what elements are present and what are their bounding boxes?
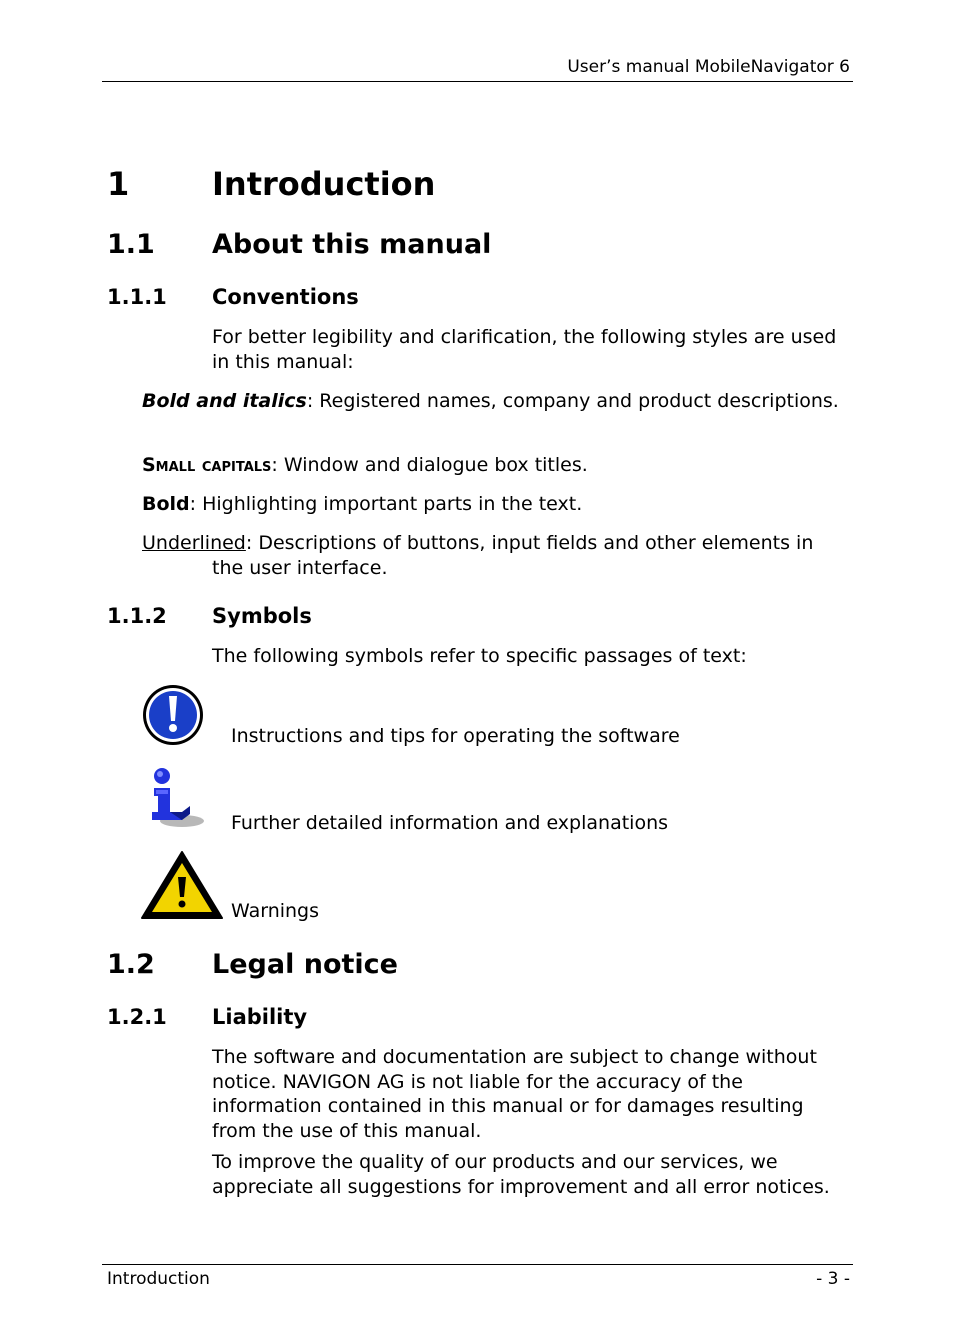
header-rule [102,81,853,82]
liability-paragraph-1: The software and documentation are subject to change without notice. NAVIGON AG is not liable for the accuracy of the information contained in this manual or for damages resulting from the use of this manual. [212,1046,817,1142]
convention-item-underlined [142,531,842,580]
subsection-1-1-2-title: Symbols [212,604,312,628]
page-number: - 3 - [816,1269,850,1289]
convention-item-small-capitals [142,453,842,478]
convention-desc: Highlighting important parts in the text. [202,493,583,515]
running-header: User’s manual MobileNavigator 6 [567,57,850,77]
warning-triangle-icon [140,850,224,920]
subsection-1-1-2-number: 1.1.2 [107,604,167,628]
chapter-number: 1 [107,165,130,203]
convention-separator: : [245,532,259,554]
footer-rule [102,1264,853,1265]
chapter-title: Introduction [212,165,436,203]
info-figure-icon [144,766,208,830]
subsection-1-2-1-number: 1.2.1 [107,1005,167,1029]
symbol-desc-tips: Instructions and tips for operating the software [231,725,680,747]
convention-term: Bold [142,493,190,515]
symbols-intro: The following symbols refer to specific passages of text: [212,645,747,667]
exclamation-circle-icon [140,683,206,747]
convention-separator: : [271,454,284,476]
section-1-2-number: 1.2 [107,949,155,980]
convention-term: Underlined [142,532,246,554]
conventions-intro: For better legibility and clarification, the following styles are used in this manual: [212,326,837,373]
convention-desc: Registered names, company and product descriptions. [319,390,839,412]
convention-desc: Descriptions of buttons, input fields and other elements in the user interface. [212,532,814,579]
convention-desc: Window and dialogue box titles. [283,454,588,476]
section-1-2-title: Legal notice [212,949,398,980]
footer-section: Introduction [107,1269,210,1289]
symbol-desc-info: Further detailed information and explanations [231,812,669,834]
subsection-1-1-1-title: Conventions [212,285,359,309]
convention-separator: : [306,390,320,412]
liability-paragraph-2: To improve the quality of our products and our services, we appreciate all suggestions for improvement and all error notices. [212,1151,830,1198]
convention-term: Bold and italics [142,390,307,412]
section-1-1-number: 1.1 [107,229,155,260]
convention-item-bold [142,492,842,517]
subsection-1-1-1-number: 1.1.1 [107,285,167,309]
subsection-1-2-1-title: Liability [212,1005,308,1029]
symbol-desc-warnings: Warnings [231,900,320,922]
convention-term: Small capitals [142,454,272,476]
convention-item-bold-italics [142,389,842,414]
convention-separator: : [189,493,203,515]
section-1-1-title: About this manual [212,229,492,260]
